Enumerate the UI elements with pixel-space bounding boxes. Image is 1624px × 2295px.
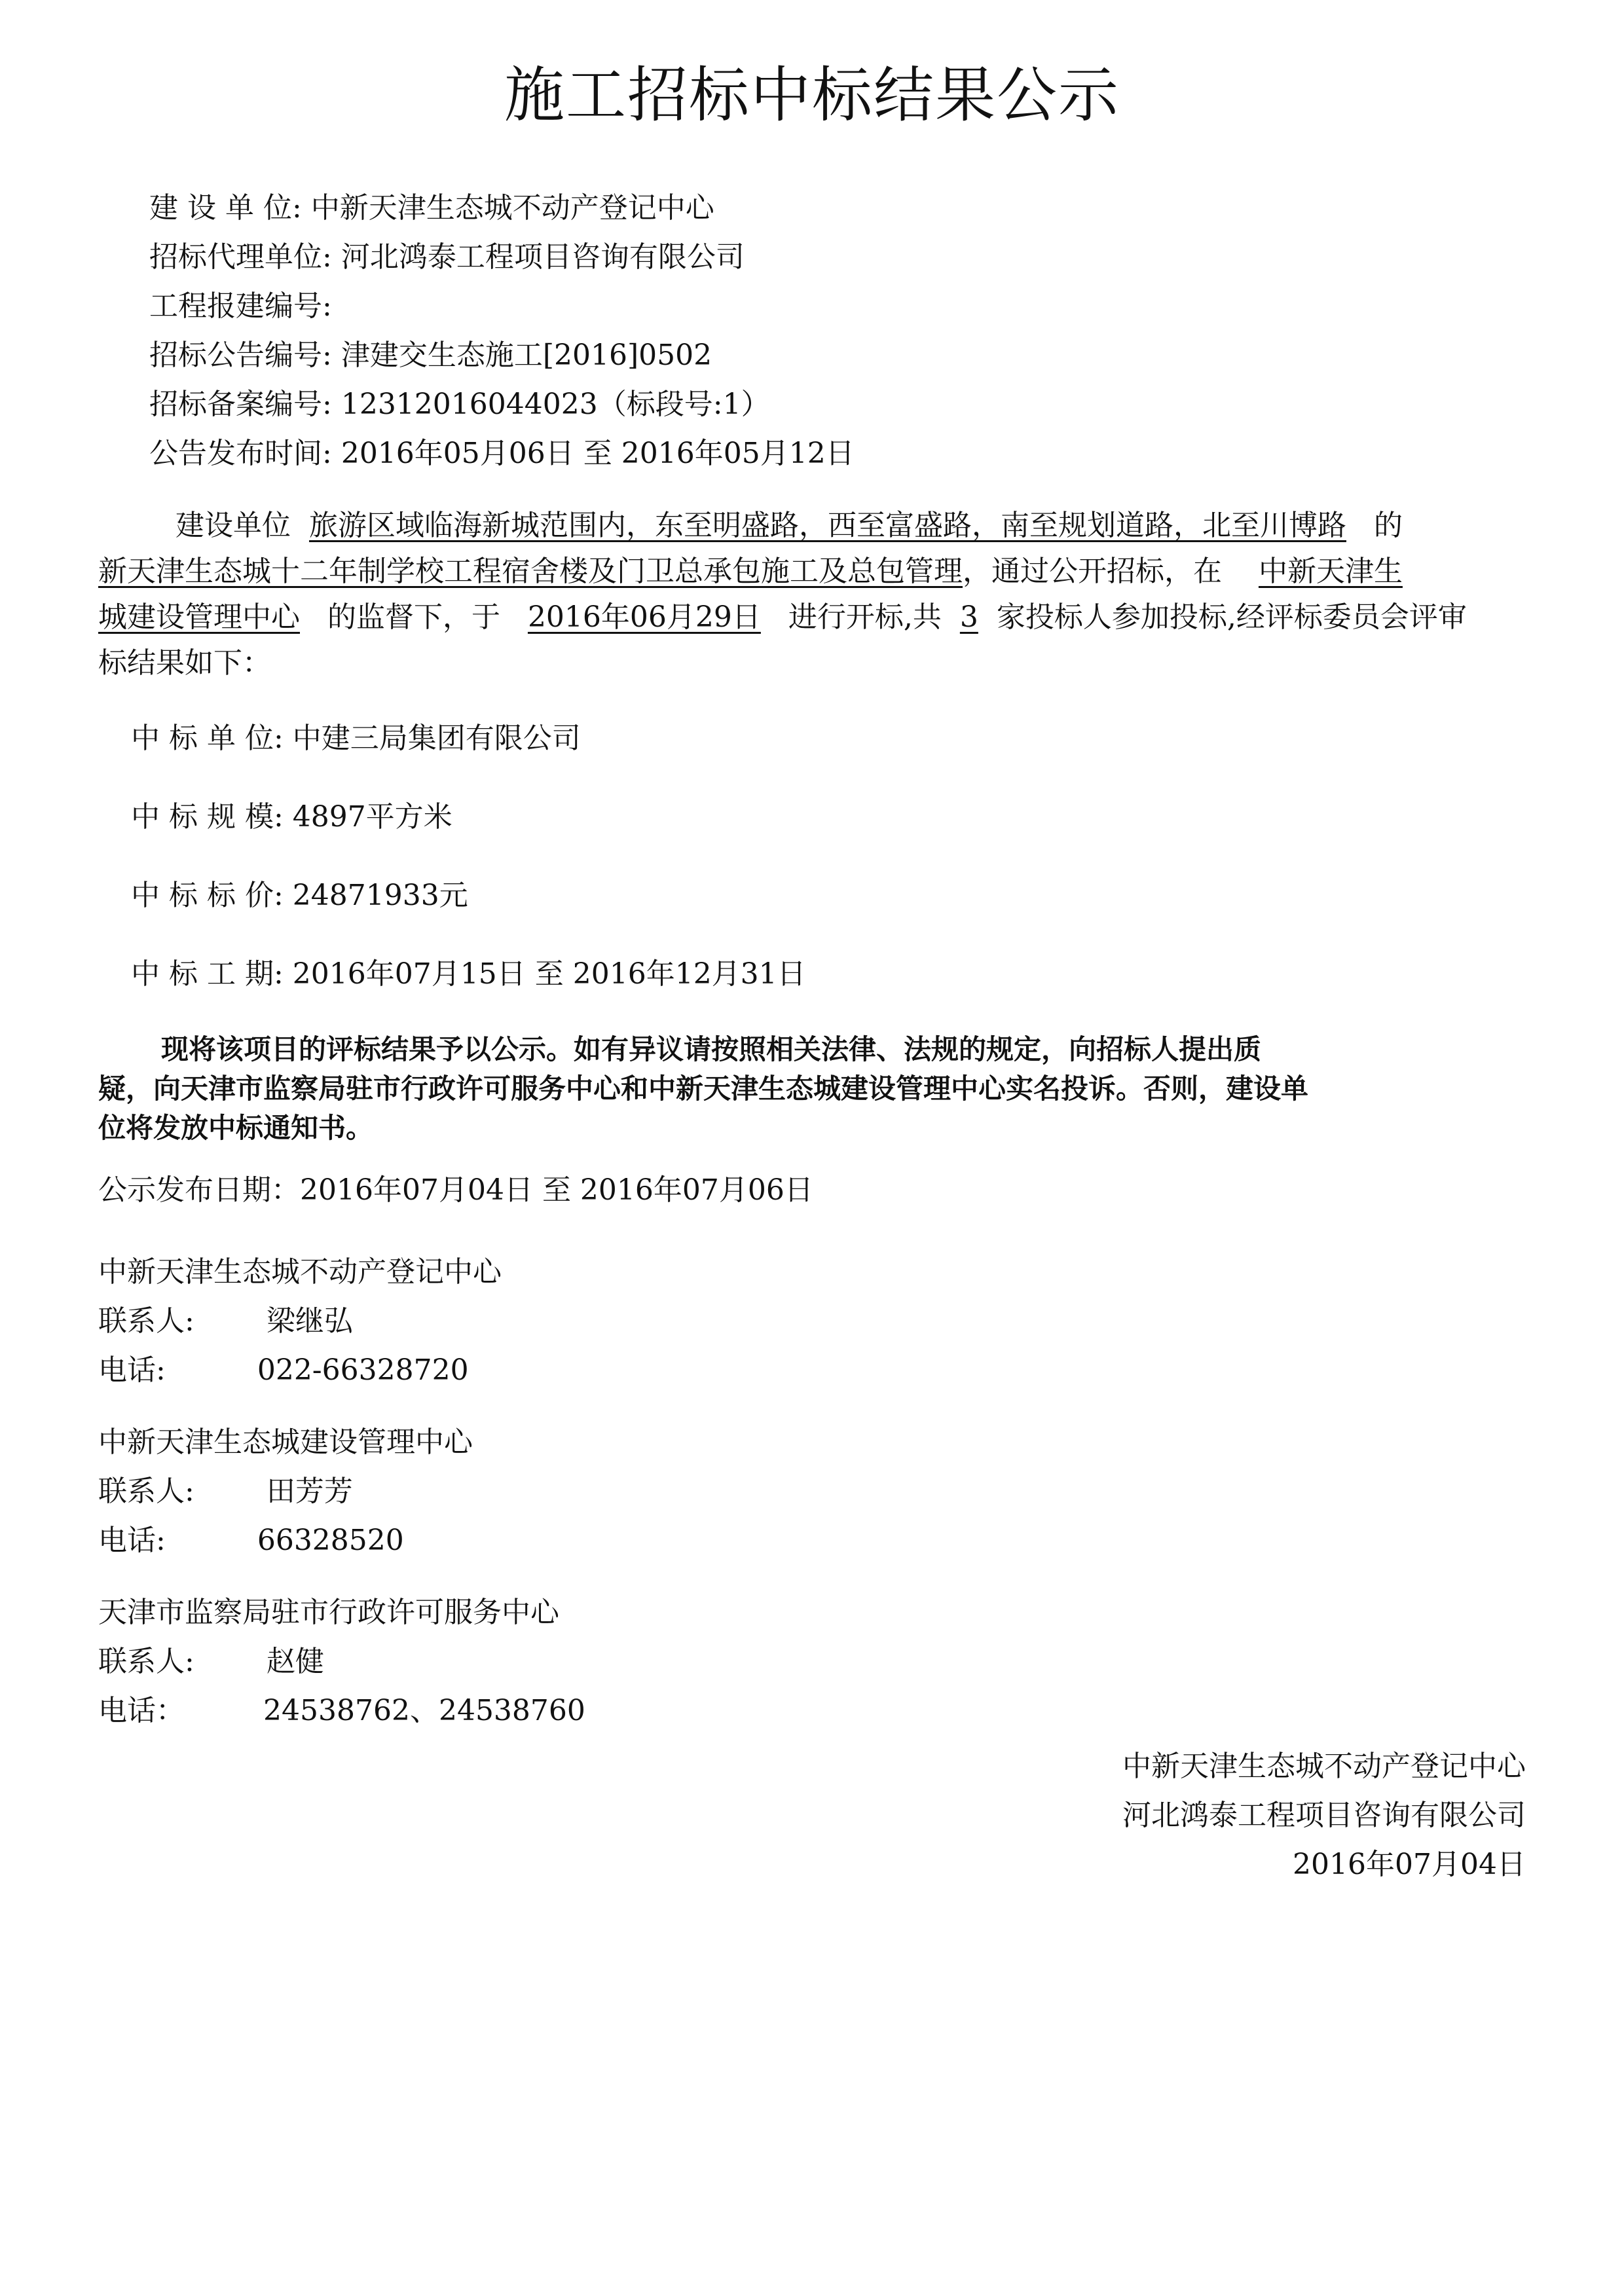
body-line-1 bbox=[175, 507, 1403, 544]
contact-org: 中新天津生态城建设管理中心 bbox=[98, 1425, 473, 1459]
header-value: 河北鸿泰工程项目咨询有限公司 bbox=[341, 240, 745, 274]
contact-phone: 022-66328720 bbox=[257, 1353, 469, 1387]
result-row-period bbox=[131, 956, 806, 993]
contact-phone-label: 电话: bbox=[98, 1353, 166, 1387]
contact-person: 田芳芳 bbox=[266, 1475, 353, 1508]
publish-date: 公示发布日期：2016年07月04日 至 2016年07月06日 bbox=[98, 1173, 813, 1207]
body-text: 的监督下，于 bbox=[327, 600, 500, 634]
project-name: 新天津生态城十二年制学校工程宿舍楼及门卫总承包施工及总包管理 bbox=[98, 555, 963, 588]
result-label: 中 标 标 价: bbox=[131, 879, 284, 912]
contact-person: 赵健 bbox=[266, 1645, 324, 1678]
project-location: 旅游区域临海新城范围内，东至明盛路，西至富盛路，南至规划道路，北至川博路 bbox=[308, 509, 1346, 542]
body-text: 进行开标,共 bbox=[788, 600, 942, 634]
body-text: ，通过公开招标，在 bbox=[963, 555, 1222, 588]
contact-person-row bbox=[98, 1303, 353, 1340]
header-label: 公告发布时间: bbox=[149, 437, 332, 470]
result-row-price bbox=[131, 877, 468, 914]
header-row-builder bbox=[149, 190, 714, 227]
contact-phone-label: 电话： bbox=[98, 1694, 185, 1727]
document-title: 施工招标中标结果公示 bbox=[504, 60, 1120, 130]
contact-phone: 66328520 bbox=[257, 1524, 404, 1557]
supervisor-name-part2: 城建设管理中心 bbox=[98, 600, 300, 634]
result-label: 中 标 规 模: bbox=[131, 800, 284, 834]
body-de: 的 bbox=[1373, 509, 1403, 542]
body-text: 家投标人参加投标,经评标委员会评审 bbox=[996, 600, 1467, 634]
body-line-4 bbox=[98, 645, 271, 682]
contact-org: 天津市监察局驻市行政许可服务中心 bbox=[98, 1596, 559, 1629]
header-row-announcement-no bbox=[149, 337, 712, 374]
result-value: 中建三局集团有限公司 bbox=[292, 722, 581, 755]
result-row-winner bbox=[131, 720, 581, 757]
result-row-scale bbox=[131, 799, 452, 835]
body-line-2 bbox=[98, 553, 1403, 590]
notice-line-1: 现将该项目的评标结果予以公示。如有异议请按照相关法律、法规的规定，向招标人提出质 bbox=[161, 1033, 1262, 1065]
header-row-publish-time bbox=[149, 435, 855, 472]
header-value: 12312016044023（标段号:1） bbox=[341, 388, 770, 421]
header-label: 工程报建编号: bbox=[149, 289, 332, 323]
contact-person-row bbox=[98, 1473, 353, 1510]
header-label: 建 设 单 位: bbox=[149, 191, 302, 225]
contact-person-label: 联系人: bbox=[98, 1304, 194, 1338]
signature-date: 2016年07月04日 bbox=[1293, 1848, 1526, 1881]
result-label: 中 标 单 位: bbox=[131, 722, 284, 755]
header-value: 中新天津生态城不动产登记中心 bbox=[310, 191, 714, 225]
header-label: 招标代理单位: bbox=[149, 240, 332, 274]
notice-line-2: 疑，向天津市监察局驻市行政许可服务中心和中新天津生态城建设管理中心实名投诉。否则，建设单 bbox=[98, 1073, 1309, 1105]
contact-person-row bbox=[98, 1643, 324, 1680]
notice-line-3: 位将发放中标通知书。 bbox=[98, 1112, 374, 1144]
contact-org: 中新天津生态城不动产登记中心 bbox=[98, 1255, 502, 1289]
header-row-filing-no bbox=[149, 386, 770, 423]
header-label: 招标公告编号: bbox=[149, 339, 332, 372]
result-value: 24871933元 bbox=[292, 879, 468, 912]
contact-person: 梁继弘 bbox=[266, 1304, 353, 1338]
body-prefix: 建设单位 bbox=[175, 509, 291, 542]
supervisor-name-part1: 中新天津生 bbox=[1258, 555, 1403, 588]
result-value: 4897平方米 bbox=[292, 800, 452, 834]
header-row-agency bbox=[149, 239, 745, 276]
bid-open-date: 2016年06月29日 bbox=[527, 600, 761, 634]
header-label: 招标备案编号: bbox=[149, 388, 332, 421]
header-row-project-no bbox=[149, 288, 332, 325]
body-line-3 bbox=[98, 599, 1467, 636]
body-text: 标结果如下： bbox=[98, 646, 271, 680]
header-value: 2016年05月06日 至 2016年05月12日 bbox=[341, 437, 855, 470]
contact-phone-row bbox=[98, 1522, 404, 1559]
contact-phone-label: 电话: bbox=[98, 1524, 166, 1557]
contact-phone-row bbox=[98, 1352, 469, 1389]
result-value: 2016年07月15日 至 2016年12月31日 bbox=[292, 957, 806, 991]
contact-phone: 24538762、24538760 bbox=[263, 1694, 585, 1727]
signature-line-1: 中新天津生态城不动产登记中心 bbox=[1122, 1750, 1526, 1783]
header-value: 津建交生态施工[2016]0502 bbox=[341, 339, 712, 372]
result-label: 中 标 工 期: bbox=[131, 957, 284, 991]
contact-person-label: 联系人: bbox=[98, 1645, 194, 1678]
contact-phone-row bbox=[98, 1693, 585, 1729]
bidder-count: 3 bbox=[959, 600, 978, 634]
signature-line-2: 河北鸿泰工程项目咨询有限公司 bbox=[1122, 1799, 1526, 1832]
contact-person-label: 联系人: bbox=[98, 1475, 194, 1508]
